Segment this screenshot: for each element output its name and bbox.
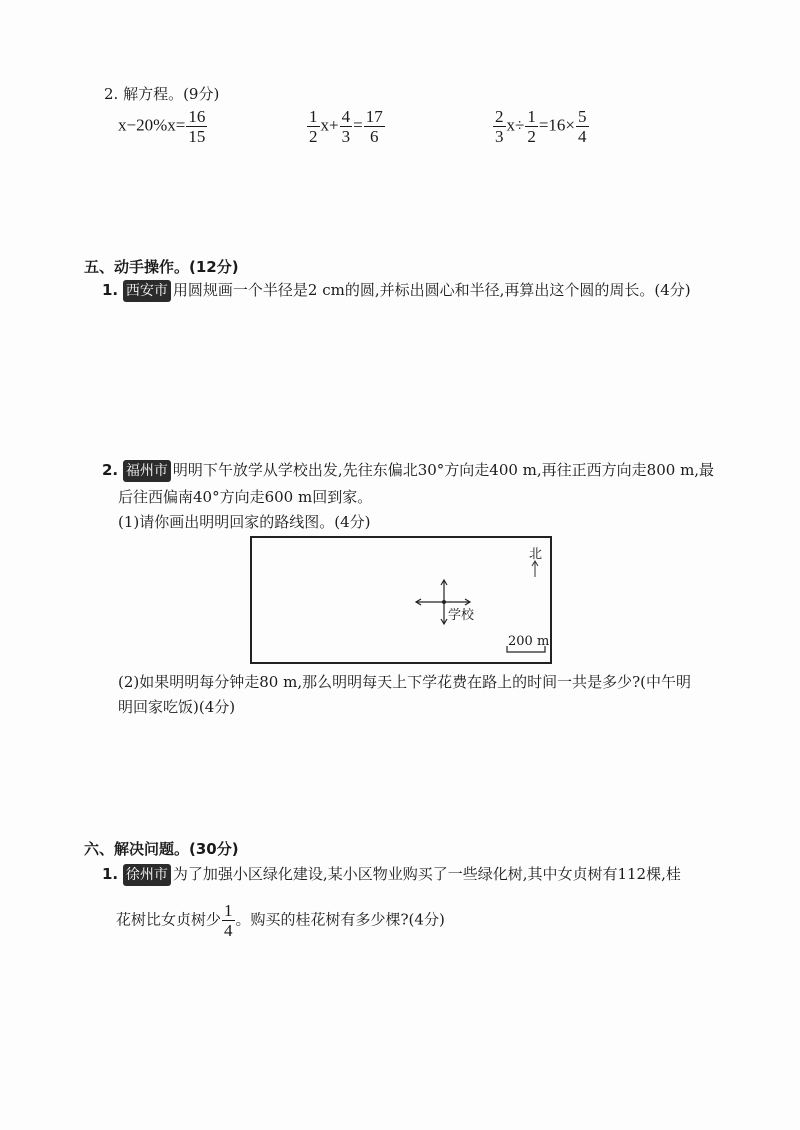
s6-q1-number: 1. bbox=[102, 865, 119, 883]
s6-q1-line-2b: 。购买的桂花树有多少棵?(4分) bbox=[235, 910, 445, 929]
s6-q1-line-2a: 花树比女贞树少 bbox=[116, 910, 222, 929]
equation-2: $\frac{1}{2}$ x+ $\frac{4}{3}$ = $\frac{17}{6}$ bbox=[309, 107, 383, 146]
s5-q2-line-1: 明明下午放学从学校出发,先往东偏北30°方向走400 m,再往正西方向走800 m,最 bbox=[172, 461, 715, 479]
region-tag: 徐州市 bbox=[123, 864, 171, 886]
s5-q2-number: 2. bbox=[102, 461, 119, 479]
s6-q1-line-2 bbox=[116, 902, 445, 939]
eq3-fraction-3: $\frac{5}{4}$ bbox=[578, 107, 587, 146]
section-5-heading: 五、动手操作。(12分) bbox=[84, 258, 239, 276]
eq1-fraction: $\frac{16}{15}$ bbox=[188, 107, 206, 146]
s6-q1-line-1: 为了加强小区绿化建设,某小区物业购买了一些绿化树,其中女贞树有112棵,桂 bbox=[172, 865, 681, 883]
section-6-heading: 六、解决问题。(30分) bbox=[84, 840, 239, 858]
s6-q1-fraction: $\frac{1}{4}$ bbox=[224, 901, 233, 940]
eq3-fraction-1: $\frac{2}{3}$ bbox=[495, 107, 504, 146]
eq1-lhs: x−20%x= bbox=[118, 115, 186, 135]
school-label: 学校 bbox=[448, 608, 475, 623]
equation-1 bbox=[118, 108, 208, 145]
s6-question-1 bbox=[102, 864, 681, 886]
q2-title: 2. 解方程。(9分) bbox=[104, 85, 220, 103]
eq2-fraction-2: $\frac{4}{3}$ bbox=[341, 107, 351, 146]
north-arrow-icon bbox=[530, 560, 540, 578]
eq2-fraction-3: $\frac{17}{6}$ bbox=[365, 107, 383, 146]
scale-bar-icon bbox=[506, 646, 546, 654]
s5-question-2 bbox=[102, 460, 714, 482]
equation-3: $\frac{2}{3}$ x÷ $\frac{1}{2}$ =16× $\frac{5}{4}$ bbox=[495, 107, 587, 146]
s5-q1-text: 用圆规画一个半径是2 cm的圆,并标出圆心和半径,再算出这个圆的周长。(4分) bbox=[172, 281, 691, 299]
eq2-fraction-1: $\frac{1}{2}$ bbox=[309, 107, 318, 146]
s5-q2-sub-2-line-2: 明回家吃饭)(4分) bbox=[118, 698, 236, 716]
s5-q2-sub-1: (1)请你画出明明回家的路线图。(4分) bbox=[118, 513, 371, 531]
eq3-fraction-2: $\frac{1}{2}$ bbox=[527, 107, 536, 146]
region-tag: 福州市 bbox=[123, 460, 171, 482]
route-map bbox=[250, 536, 552, 664]
region-tag: 西安市 bbox=[123, 280, 171, 302]
s5-q1-number: 1. bbox=[102, 281, 119, 299]
s5-question-1 bbox=[102, 280, 691, 302]
s5-q2-sub-2-line-1: (2)如果明明每分钟走80 m,那么明明每天上下学花费在路上的时间一共是多少?(中午明 bbox=[118, 673, 691, 691]
north-label: 北 bbox=[529, 547, 543, 562]
s5-q2-line-2: 后往西偏南40°方向走600 m回到家。 bbox=[118, 488, 373, 506]
scale-label: 200 m bbox=[508, 634, 550, 649]
